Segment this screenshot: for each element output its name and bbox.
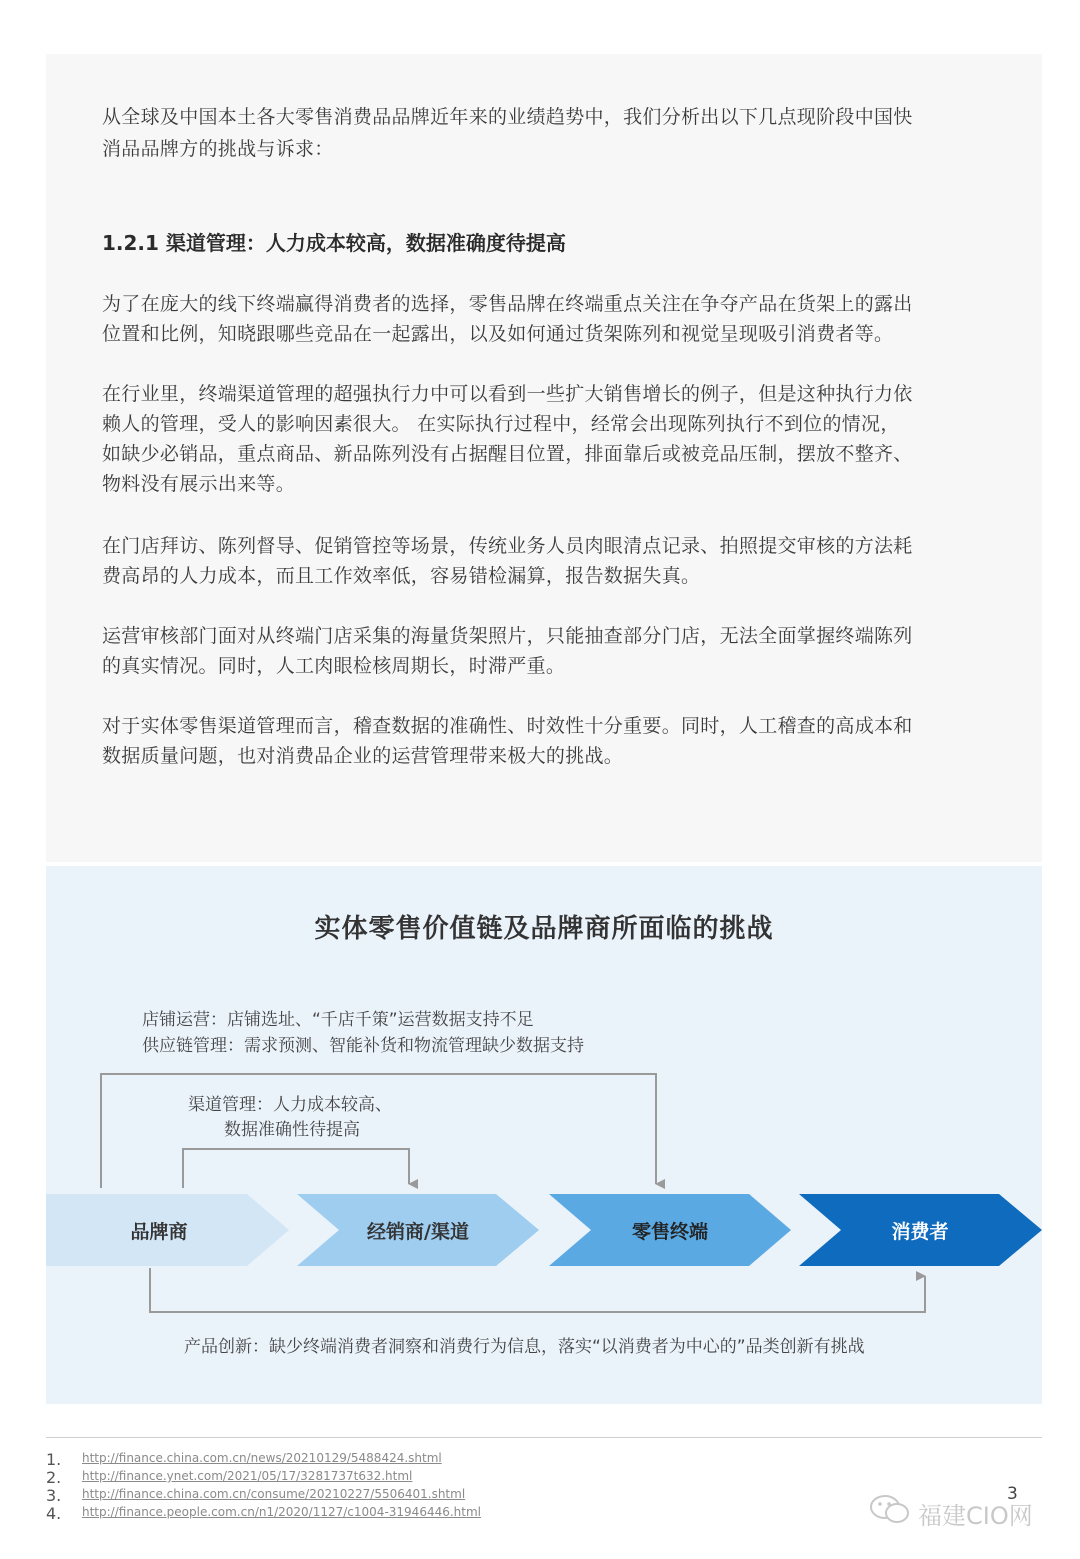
channel-mgmt-label-1: 渠道管理：人力成本较高、: [188, 1095, 392, 1115]
connector-line-product: [150, 1268, 925, 1312]
diagram-title: 实体零售价值链及品牌商所面临的挑战: [314, 914, 774, 944]
stage-retail: 零售终端: [631, 1221, 708, 1243]
paragraph-4-line-2: 的真实情况。同时，人工肉眼检核周期长，时滞严重。: [102, 655, 566, 677]
watermark-text: 福建CIO网: [918, 1502, 1033, 1530]
intro-line-2: 消品品牌方的挑战与诉求：: [102, 138, 334, 160]
paragraph-5-line-2: 数据质量问题，也对消费品企业的运营管理带来极大的挑战。: [102, 745, 624, 767]
paragraph-2-line-3: 如缺少必销品，重点商品、新品陈列没有占据醒目位置，排面靠后或被竞品压制，摆放不整齐、: [102, 443, 913, 465]
page-number: 3: [1007, 1484, 1018, 1504]
paragraph-2-line-4: 物料没有展示出来等。: [102, 473, 296, 495]
footnote-link[interactable]: http://finance.china.com.cn/news/20210129/5488424.shtml: [82, 1451, 442, 1465]
paragraph-5-line-1: 对于实体零售渠道管理而言，稽查数据的准确性、时效性十分重要。同时，人工稽查的高成本和: [102, 715, 913, 737]
product-innovation-label: 产品创新：缺少终端消费者洞察和消费行为信息，落实“以消费者为中心的”品类创新有挑战: [184, 1337, 865, 1357]
paragraph-3-line-1: 在门店拜访、陈列督导、促销管控等场景，传统业务人员肉眼清点记录、拍照提交审核的方法耗: [102, 535, 913, 557]
section-heading: 1.2.1 渠道管理：人力成本较高，数据准确度待提高: [102, 231, 566, 255]
store-ops-label: 店铺运营：店铺选址、“千店千策”运营数据支持不足: [142, 1010, 534, 1030]
stage-brand: 品牌商: [130, 1221, 188, 1243]
connector-line-channel: [183, 1149, 409, 1188]
footnote-number: 4.: [46, 1504, 62, 1523]
paragraph-3-line-2: 费高昂的人力成本，而且工作效率低，容易错检漏算，报告数据失真。: [102, 565, 701, 587]
stage-distributor: 经销商/渠道: [367, 1221, 469, 1243]
paragraph-4-line-1: 运营审核部门面对从终端门店采集的海量货架照片，只能抽查部分门店，无法全面掌握终端陈列: [102, 625, 913, 647]
wechat-icon: [868, 1492, 912, 1526]
connector-line-store-ops: [101, 1074, 656, 1188]
paragraph-2-line-1: 在行业里，终端渠道管理的超强执行力中可以看到一些扩大销售增长的例子，但是这种执行力依: [102, 383, 913, 405]
footnote-link[interactable]: http://finance.china.com.cn/consume/20210227/5506401.shtml: [82, 1487, 466, 1501]
intro-line-1: 从全球及中国本土各大零售消费品品牌近年来的业绩趋势中，我们分析出以下几点现阶段中国快: [102, 106, 913, 128]
footnote-divider: [46, 1437, 1042, 1438]
paragraph-1-line-1: 为了在庞大的线下终端赢得消费者的选择，零售品牌在终端重点关注在争夺产品在货架上的露出: [102, 293, 913, 315]
paragraph-2-line-2: 赖人的管理，受人的影响因素很大。 在实际执行过程中，经常会出现陈列执行不到位的情况，: [102, 413, 900, 435]
stage-consumer: 消费者: [891, 1221, 949, 1243]
footnote-link[interactable]: http://finance.people.com.cn/n1/2020/1127/c1004-31946446.html: [82, 1505, 481, 1519]
channel-mgmt-label-2: 数据准确性待提高: [224, 1120, 360, 1140]
supply-chain-label: 供应链管理：需求预测、智能补货和物流管理缺少数据支持: [142, 1036, 584, 1056]
footnote-number: 2.: [46, 1468, 62, 1487]
footnote-number: 3.: [46, 1486, 62, 1505]
paragraph-1-line-2: 位置和比例，知晓跟哪些竞品在一起露出，以及如何通过货架陈列和视觉呈现吸引消费者等。: [102, 323, 894, 345]
footnote-link[interactable]: http://finance.ynet.com/2021/05/17/3281737t632.html: [82, 1469, 413, 1483]
footnote-number: 1.: [46, 1450, 62, 1469]
